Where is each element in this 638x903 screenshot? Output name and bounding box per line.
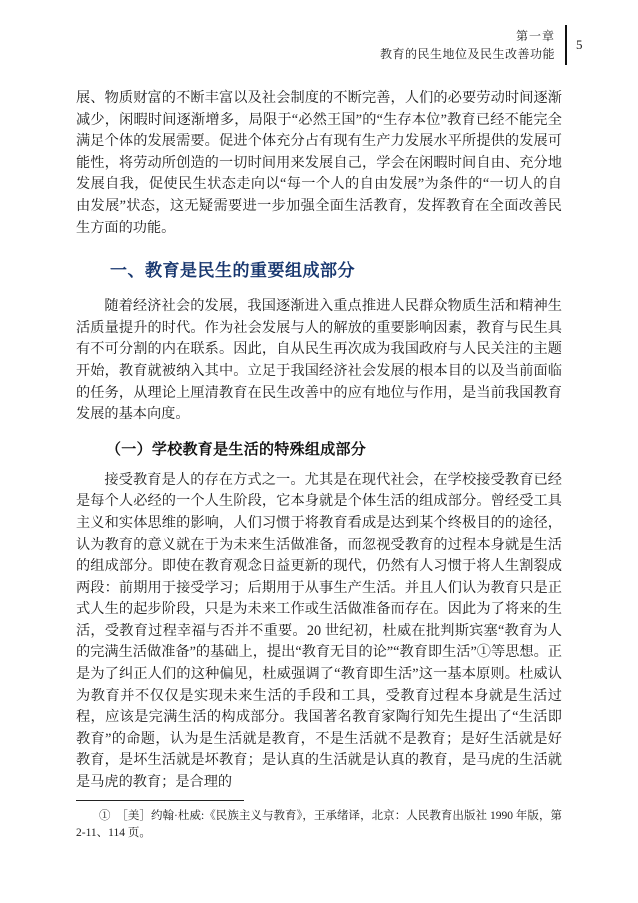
subsection-paragraph: 接受教育是人的存在方式之一。尤其是在现代社会，在学校接受教育已经是每个人必经的一个人生阶段，它本身就是个体生活的组成部分。曾经受工具主义和实体思维的影响，人们习惯于将教育看成是达到某个终极目的的途径，认为教育的意义就在于为未来生活做准备，而忽视受教育的过程本身就是生活的组成部分。即使在教育观念日益更新的现代，仍然有人习惯于将人生割裂成两段：前期用于接受学习；后期用于从事生产生活。并且人们认为教育只是正式人生的起步阶段，只是为未来工作或生活做准备而存在。因此为了将来的生活，受教育过程幸福与否并不重要。20 世纪初，杜威在批判斯宾塞“教育为人的完满生活做准备”的基础上，提出“教育无目的论”“教育即生活”①等思想。正是为了纠正人们的这种偏见，杜威强调了“教育即生活”这一基本原则。杜威认为教育并不仅仅是实现未来生活的手段和工具，受教育过程本身就是生活过程，应该是完满生活的构成部分。我国著名教育家陶行知先生提出了“生活即教育”的命题，认为是生活就是教育，不是生活就不是教育；是好生活就是好教育，是坏生活就是坏教育；是认真的生活就是认真的教育，是马虎的生活就是马虎的教育；是合理的 (76, 471, 562, 791)
page-header (76, 24, 586, 66)
chapter-label: 第一章 (515, 29, 555, 43)
header-divider (565, 25, 567, 65)
chapter-title: 教育的民生地位及民生改善功能 (379, 47, 555, 61)
subsection-heading: （一）学校教育是生活的特殊组成部分 (106, 441, 367, 458)
paragraph-continuation: 展、物质财富的不断丰富以及社会制度的不断完善，人们的必要劳动时间逐渐减少，闲暇时间逐渐增多，局限于“必然王国”的“生存本位”教育已经不能完全满足个体的发展需要。促进个体充分占有现有生产力发展水平所提供的发展可能性，将劳动所创造的一切时间用来发展自己，学会在闲暇时间自由、充分地发展自我，促使民生状态走向以“每一个人的自由发展”为条件的“一切人的自由发展”状态，这无疑需要进一步加强全面生活教育，发挥教育在全面改善民生方面的功能。 (76, 90, 562, 236)
page-body (76, 88, 562, 794)
footnote-divider (76, 800, 244, 801)
footnote-area (76, 800, 562, 842)
section-heading: 一、教育是民生的重要组成部分 (110, 261, 355, 281)
running-head (380, 27, 555, 63)
section-paragraph: 随着经济社会的发展，我国逐渐进入重点推进人民群众物质生活和精神生活质量提升的时代。作为社会发展与人的解放的重要影响因素，教育与民生具有不可分割的内在联系。因此，自从民生再次成为我国政府与人民关注的主题开始，教育就被纳入其中。立足于我国经济社会发展的根本目的以及当前面临的任务，从理论上厘清教育在民生改善中的应有地位与作用，是当前我国教育发展的基本向度。 (76, 298, 562, 423)
footnote-text: ① ［美］约翰·杜威:《民族主义与教育》，王承绪译，北京：人民教育出版社 1990 年版，第 2-11、114 页。 (76, 810, 562, 839)
page-number: 5 (576, 37, 583, 52)
